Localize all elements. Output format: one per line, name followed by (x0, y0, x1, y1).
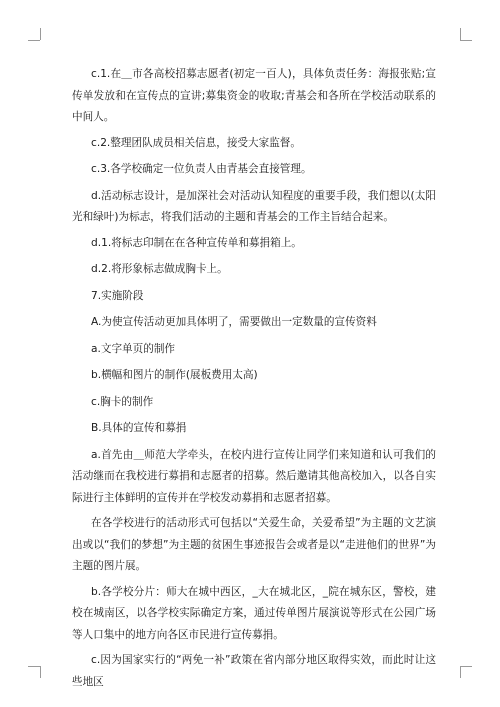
paragraph-c-policy: c.因为国家实行的“两免一补”政策在省内部分地区取得实效，而此时让这些地区 (72, 654, 436, 688)
crop-mark-top-left-v (40, 28, 41, 40)
paragraph-c2-team-info: c.2.整理团队成员相关信息，接受大家监督。 (91, 136, 301, 149)
paragraph-b-banner: b.横幅和图片的制作(展板费用太高) (91, 369, 258, 381)
paragraph-c-badge: c.胸卡的制作 (91, 395, 154, 408)
paragraph-a-normal-university: a.首先由＿师范大学牵头，在校内进行宣传让同学们来知道和认可我们的活动继而在我校进行募捐和志愿者的招募。然后邀请其他高校加入，以各自实际进行主体鲜明的宣传并在学校发动募捐和志愿者招募。 (72, 448, 436, 504)
paragraph-A-materials: A.为使宣传活动更加具体明了，需要做出一定数量的宣传资料 (91, 316, 377, 328)
crop-mark-top-right-v (460, 28, 461, 40)
paragraph-a-leaflet: a.文字单页的制作 (91, 342, 176, 355)
crop-mark-bottom-right-h (460, 666, 472, 667)
paragraph-d2-badge: d.2.将形象标志做成胸卡上。 (91, 263, 228, 275)
crop-mark-top-left-h (28, 40, 40, 41)
paragraph-c3-school-lead: c.3.各学校确定一位负责人由青基会直接管理。 (91, 163, 312, 175)
section-heading-implementation: 7.实施阶段 (91, 289, 144, 302)
crop-mark-top-right-h (460, 40, 472, 41)
paragraph-B-promotion: B.具体的宣传和募捐 (91, 422, 187, 434)
crop-mark-bottom-left-v (40, 666, 41, 678)
paragraph-d-logo-design: d.活动标志设计，是加深社会对活动认知程度的重要手段，我们想以(太阳光和绿叶)为标志，将我们活动的主题和青基会的工作主旨结合起来。 (72, 189, 436, 223)
paragraph-c1-volunteers: c.1.在＿市各高校招募志愿者(初定一百人)，具体负责任务：海报张贴;宣传单发放和在宣传点的宣讲;募集资金的收取;青基会和各所在学校活动联系的中间人。 (72, 68, 436, 123)
paragraph-d1-logo-print: d.1.将标志印制在在各种宣传单和募捐箱上。 (91, 236, 302, 249)
crop-mark-bottom-left-h (28, 666, 40, 667)
paragraph-b-school-districts: b.各学校分片：师大在城中西区，_大在城北区，_院在城东区，警校，建校在城南区，以各学校实际确定方案，通过传单图片展演说等形式在公园广场等人口集中的地方向各区市民进行宣传募捐。 (72, 585, 436, 641)
paragraph-activity-forms: 在各学校进行的活动形式可包括以“关爱生命，关爱希望”为主题的文艺演出或以“我们的梦想”为主题的贫困生事迹报告会或者是以“走进他们的世界”为主题的图片展。 (72, 517, 436, 572)
document-body (72, 64, 436, 698)
crop-mark-bottom-right-v (460, 666, 461, 678)
